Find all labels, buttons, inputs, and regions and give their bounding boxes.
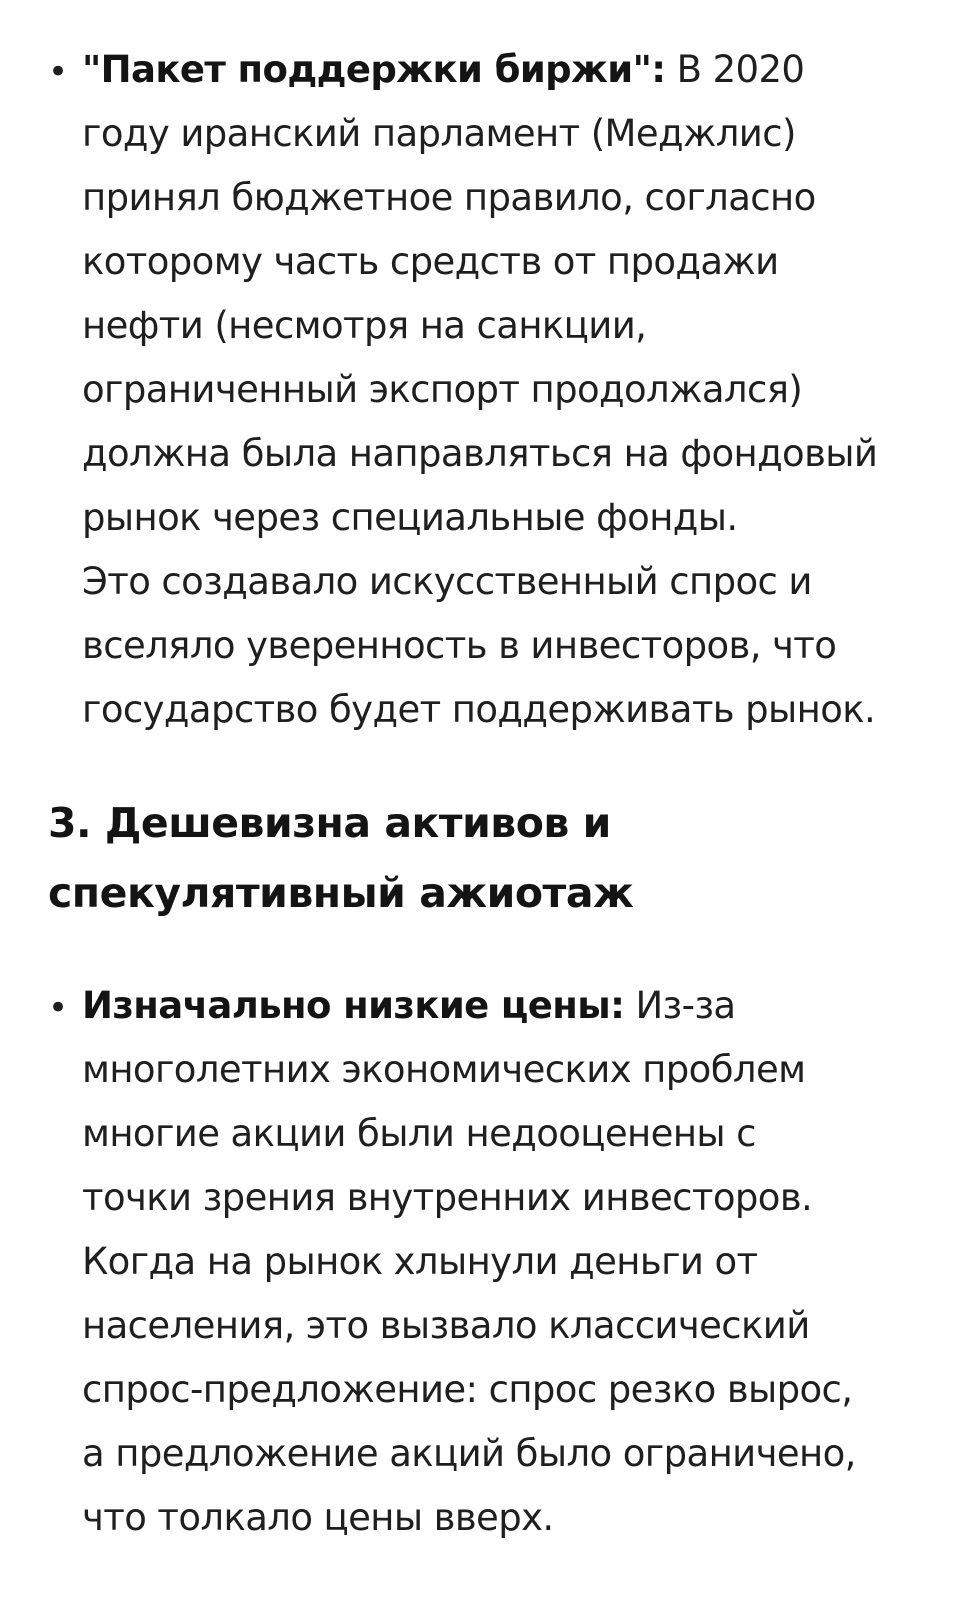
section-heading (48, 788, 948, 928)
text-line: вселяло уверенность в инвесторов, что (82, 624, 837, 667)
text-line: государство будет поддерживать рынок. (82, 688, 876, 731)
bold-term: Изначально низкие цены: (82, 984, 625, 1027)
bullet-marker: • (48, 988, 69, 1028)
text-line: многолетних экономических проблем (82, 1048, 806, 1091)
text-line (82, 974, 962, 1038)
list-item-text (82, 38, 962, 742)
text-line: спрос-предложение: спрос резко вырос, (82, 1368, 853, 1411)
text-line: рынок через специальные фонды. (82, 496, 738, 539)
text-line: Это создавало искусственный спрос и (82, 560, 812, 603)
text-line: населения, это вызвало классический (82, 1304, 810, 1347)
text-run: В 2020 (665, 48, 805, 91)
bullet-marker: • (48, 52, 69, 92)
list-item-text (82, 974, 962, 1550)
text-run: Из-за (624, 984, 736, 1027)
text-line: должна была направляться на фондовый (82, 432, 878, 475)
heading-line: 3. Дешевизна активов и (48, 799, 611, 847)
text-line: а предложение акций было ограничено, (82, 1432, 856, 1475)
text-line: принял бюджетное правило, согласно (82, 176, 816, 219)
text-line: году иранский парламент (Меджлис) (82, 112, 796, 155)
text-line: точки зрения внутренних инвесторов. (82, 1176, 813, 1219)
text-line: что толкало цены вверх. (82, 1496, 554, 1539)
text-line: нефти (несмотря на санкции, (82, 304, 647, 347)
bold-term: "Пакет поддержки биржи": (82, 48, 666, 91)
text-line: многие акции были недооценены с (82, 1112, 756, 1155)
text-line: которому часть средств от продажи (82, 240, 779, 283)
text-line: Когда на рынок хлынули деньги от (82, 1240, 758, 1283)
text-line: ограниченный экспорт продолжался) (82, 368, 803, 411)
text-line (82, 38, 962, 102)
heading-line: спекулятивный ажиотаж (48, 869, 634, 917)
